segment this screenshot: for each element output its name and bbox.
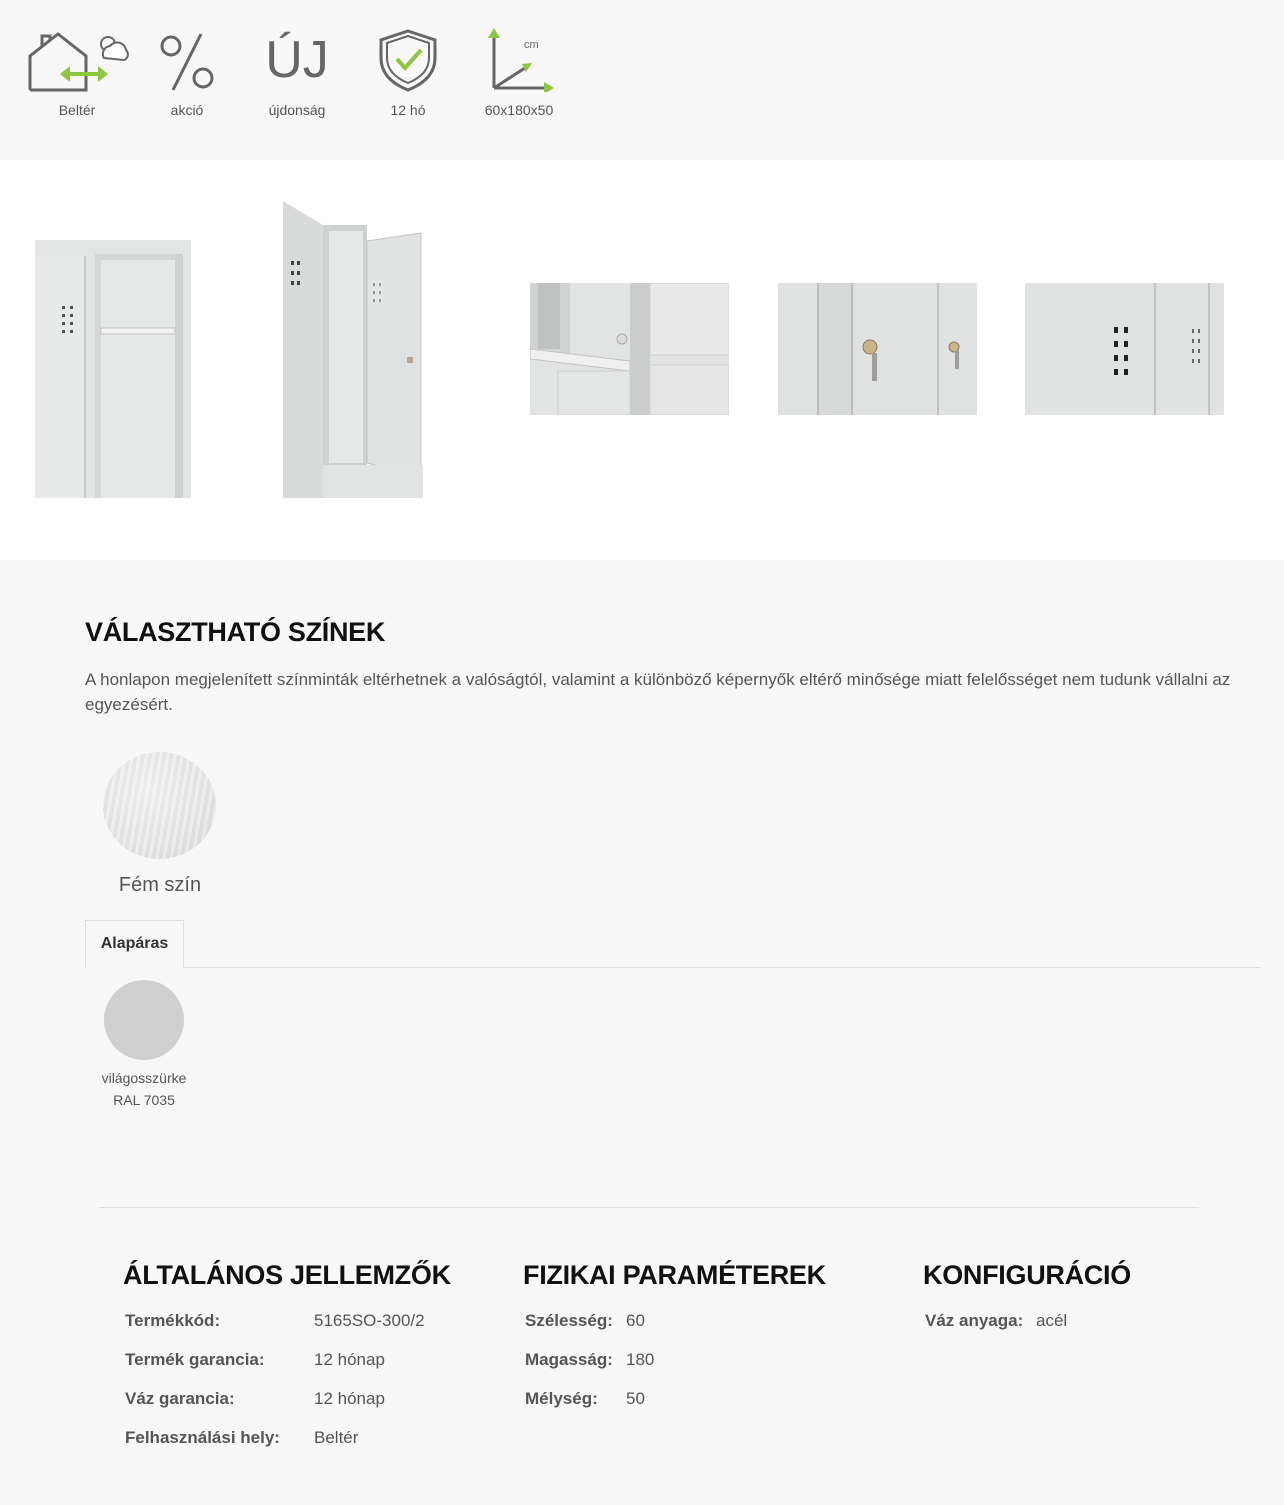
spec-title: FIZIKAI PARAMÉTEREK: [523, 1260, 826, 1290]
feature-label: 12 hó: [390, 102, 426, 118]
feature-label: akció: [170, 102, 204, 118]
spec-row: [123, 1350, 503, 1389]
percent-icon: [157, 28, 217, 92]
tab-base-price[interactable]: Alapáras: [85, 920, 184, 968]
spec-key: Szélesség:: [525, 1311, 613, 1330]
feature-indoor: [22, 28, 132, 118]
gallery-image-locker-vents-detail[interactable]: [1025, 283, 1224, 415]
material-option[interactable]: [103, 752, 217, 897]
spec-value: 50: [626, 1389, 645, 1408]
spec-row: [123, 1311, 503, 1350]
spec-value: 180: [626, 1350, 655, 1369]
dimensions-icon: [484, 28, 554, 92]
feature-new: [242, 28, 352, 118]
locker-illustration: [283, 201, 423, 498]
dimension-unit: cm: [524, 39, 539, 51]
detail-illustration: [1025, 283, 1224, 415]
spec-row: [123, 1389, 503, 1428]
colors-disclaimer: A honlapon megjelenített színminták eltérhetnek a valóságtól, valamint a különböző képernyők eltérő minősége miatt felelősséget nem tudunk vállalni az egyezésért.: [85, 670, 1231, 714]
spec-value: 12 hónap: [314, 1389, 385, 1408]
spec-value: 5165SO-300/2: [314, 1311, 425, 1330]
color-swatch-option[interactable]: [85, 980, 203, 1108]
gallery-image-locker-open-front[interactable]: [35, 240, 191, 498]
spec-key: Magasság:: [525, 1350, 613, 1369]
feature-label: újdonság: [268, 102, 326, 118]
feature-dimensions: [464, 28, 574, 118]
spec-row: [123, 1428, 503, 1467]
gallery-image-locker-open-side[interactable]: [283, 201, 423, 498]
spec-row: [523, 1350, 903, 1389]
feature-label: Beltér: [58, 102, 96, 118]
indoor-house-icon: [24, 28, 130, 92]
spec-value: 60: [626, 1311, 645, 1330]
spec-key: Váz garancia:: [125, 1389, 235, 1408]
spec-value: Beltér: [314, 1428, 359, 1447]
metal-texture-swatch: [103, 752, 216, 859]
new-icon: ÚJ: [265, 31, 329, 89]
spec-key: Váz anyaga:: [925, 1311, 1024, 1330]
color-name: világosszürke: [101, 1070, 187, 1086]
spec-key: Termék garancia:: [125, 1350, 265, 1369]
feature-label: 60x180x50: [484, 102, 554, 118]
feature-warranty: [353, 28, 463, 118]
gallery-image-locker-shelf-detail[interactable]: [530, 283, 729, 415]
price-tabs: [85, 920, 1260, 968]
warranty-shield-icon: [377, 28, 439, 92]
spec-value: 12 hónap: [314, 1350, 385, 1369]
spec-key: Felhasználási hely:: [125, 1428, 280, 1447]
detail-illustration: [530, 283, 729, 415]
section-divider: [99, 1207, 1199, 1208]
material-label: Fém szín: [118, 874, 202, 896]
feature-bar: [0, 0, 1284, 160]
detail-illustration: [778, 283, 977, 415]
spec-configuration: [923, 1260, 1253, 1350]
color-code: RAL 7035: [113, 1092, 175, 1108]
spec-row: [523, 1311, 903, 1350]
spec-key: Mélység:: [525, 1389, 598, 1408]
feature-sale: [132, 28, 242, 118]
color-swatch: [104, 980, 184, 1060]
spec-general: [123, 1260, 503, 1467]
spec-row: [923, 1311, 1253, 1350]
spec-physical: [523, 1260, 903, 1428]
gallery-image-locker-lock-detail[interactable]: [778, 283, 977, 415]
spec-title: KONFIGURÁCIÓ: [923, 1260, 1131, 1290]
locker-illustration: [35, 240, 191, 498]
spec-value: acél: [1036, 1311, 1068, 1330]
spec-row: [523, 1389, 903, 1428]
spec-title: ÁLTALÁNOS JELLEMZŐK: [123, 1260, 451, 1290]
spec-key: Termékkód:: [125, 1311, 221, 1330]
colors-title: VÁLASZTHATÓ SZÍNEK: [85, 617, 386, 647]
product-gallery: [0, 160, 1284, 560]
